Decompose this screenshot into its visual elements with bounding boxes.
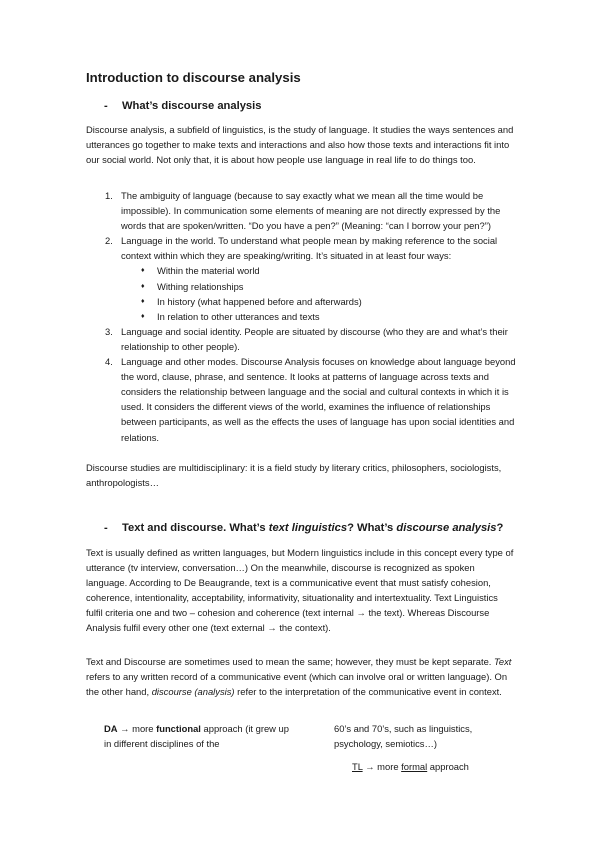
diamond-bullet-icon: ♦ [141, 267, 145, 275]
heading-dash: - [104, 100, 108, 112]
list-number: 3. [105, 325, 113, 337]
list-item-text: Language and social identity. People are situated by discourse (who they are and what’s their relationship to other people). [121, 325, 508, 352]
list-number: 4. [105, 356, 113, 368]
da-column-continued: 60’s and 70’s, such as linguistics, psychology, semiotics…) [334, 723, 473, 750]
section1-closing: Discourse studies are multidisciplinary: it is a field study by literary critics, philosophers, sociologists, anthropologists… [86, 462, 502, 489]
list-item-text: Language and other modes. Discourse Analysis focuses on knowledge about language beyond the word, clause, phrase, and sentence. It looks at patterns of language across texts and considers the relationship between language and the social and cultural contexts in which it is used. It considers the different views of the world, examines the influence of relationships between participants, as well as the effects the uses of language has upon social identities and relations. [121, 356, 516, 443]
section2-paragraph-1: Text is usually defined as written languages, but Modern linguistics include in this concept every type of utterance (tv interview, conversation…) On the meanwhile, discourse is recognized as spoken language. According to De Beaugrande, text is a communicative event that must satisfy cohesion, coherence, intentionality, acceptability, informativity, situationality and intertextuality. Text Linguistics fulfil criteria one and two – cohesion and coherence (text internal → the text). Whereas Discourse Analysis fulfil every other one (text external → the context). [86, 547, 514, 634]
section1-heading-text: What’s discourse analysis [122, 100, 262, 112]
list-item [86, 354, 516, 445]
list-item-text: The ambiguity of language (because to say exactly what we mean all the time would be impossible). In communication some elements of meaning are not directly expressed by the words that are spoken/written. “Do you have a pen?” (Meaning: “can I borrow your pen?”) [121, 190, 501, 232]
diamond-bullet-icon: ♦ [141, 297, 145, 305]
list-item [86, 233, 516, 324]
bullet-item: ♦ In history (what happened before and afterwards) [121, 294, 516, 309]
list-number: 2. [105, 235, 113, 247]
numbered-list [86, 188, 516, 445]
section1-heading [104, 100, 261, 112]
section2-paragraph-2: Text and Discourse are sometimes used to mean the same; however, they must be kept separate. Text refers to any written record of a communicative event (which can involve oral or written language). On the other hand, discourse (analysis) refer to the interpretation of the communicative event in context. [86, 656, 512, 698]
bullet-item: ♦ In relation to other utterances and texts [121, 309, 516, 324]
section2-heading: - Text and discourse. What’s text linguistics? What’s discourse analysis? [104, 522, 504, 534]
list-item-text: Language in the world. To understand what people mean by making reference to the social context within which they are speaking/writing. It’s situated in at least four ways: [121, 235, 498, 262]
bullet-item: ♦ Within the material world [121, 263, 516, 278]
diamond-bullet-icon: ♦ [141, 312, 145, 320]
list-item [86, 188, 516, 233]
da-column: DA → more functional approach (it grew up in different disciplines of the [104, 723, 289, 750]
tl-line: TL → more formal approach [352, 761, 469, 772]
page-title: Introduction to discourse analysis [86, 70, 301, 85]
bullet-item: ♦ Withing relationships [121, 279, 516, 294]
section1-intro: Discourse analysis, a subfield of linguistics, is the study of language. It studies the ways sentences and utterances go together to make texts and interactions and also how those texts and interactions fit into our social world. Not only that, it is about how people use language in real life to do things too. [86, 124, 514, 166]
bullet-list [121, 263, 516, 323]
list-number: 1. [105, 190, 113, 201]
heading-dash: - [104, 522, 108, 534]
diamond-bullet-icon: ♦ [141, 282, 145, 290]
list-item [86, 324, 516, 354]
